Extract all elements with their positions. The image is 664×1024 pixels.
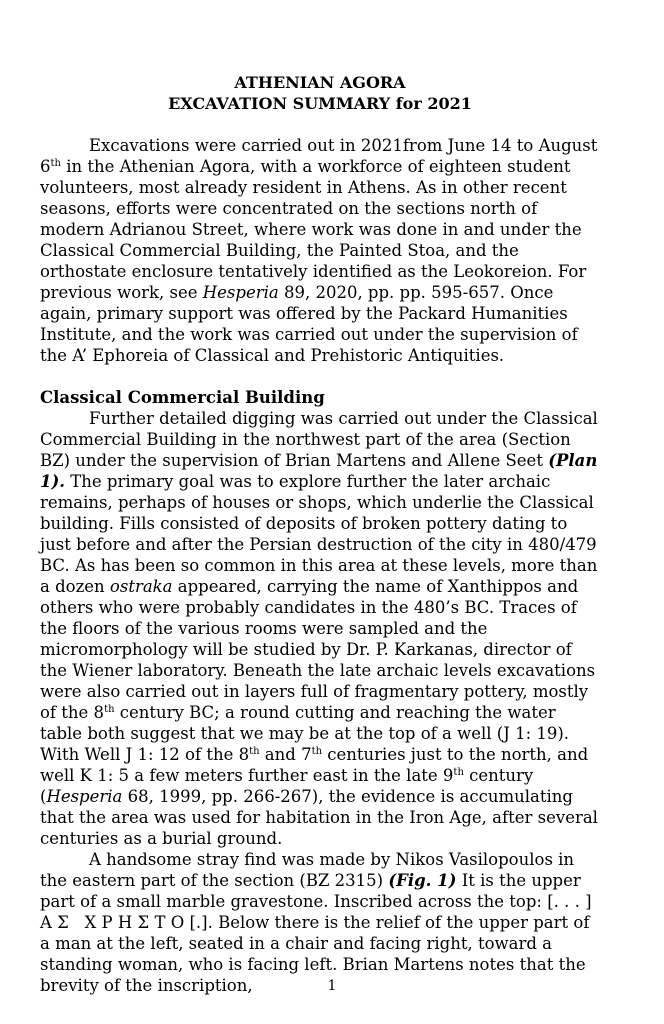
intro-paragraph	[40, 135, 600, 366]
page-number: 1	[327, 978, 337, 994]
document-title-line-2: EXCAVATION SUMMARY for 2021	[168, 94, 472, 113]
spacer	[40, 114, 600, 135]
intro-text-1: Excavations were carried out in 2021from June 14 to August 6	[40, 136, 598, 176]
ordinal-superscript: th	[50, 158, 61, 169]
section-p1-text-b: The primary goal was to explore further the later archaic remains, perhaps of houses or shops, which underlie the Classical building. Fills consisted of deposits of broken pottery dating to just before and after the Persian destruction of the city in 480/479 BC. As has been so common in this area at these levels, more than a dozen	[40, 472, 598, 596]
section-p1-text-f: centuries just to the north, and well K 1: 5 a few meters further east in the late 9	[40, 745, 589, 785]
journal-title-hesperia: Hesperia	[46, 787, 123, 806]
spacer	[40, 366, 600, 387]
section-p1-text-d: century BC; a round cutting and reaching the water table both suggest that we may be at the top of a well (J 1: 19). With Well J 1: 12 of the 8	[40, 703, 570, 764]
journal-title-hesperia: Hesperia	[202, 283, 279, 302]
figure-reference: (Fig. 1)	[388, 871, 457, 890]
section-p2-text-a: A handsome stray find was made by Nikos Vasilopoulos in the eastern part of the section (BZ 2315)	[40, 850, 575, 890]
section-p1-text-c: appeared, carrying the name of Xanthippos and others who were probably candidates in the 480’s BC. Traces of the floors of the various rooms were sampled and the micromorphology will be studied by Dr. P. Karkanas, director of the Wiener laboratory. Beneath the late archaic levels excavations were also carried out in layers full of fragmentary pottery, mostly of the 8	[40, 577, 596, 722]
section-p1-text-h: 68, 1999, pp. 266-267), the evidence is accumulating that the area was used for habitation in the Iron Age, after several centuries as a burial ground.	[40, 787, 598, 848]
section-p1-text-a: Further detailed digging was carried out under the Classical Commercial Building in the northwest part of the area (Section BZ) under the supervision of Brian Martens and Allene Seet	[40, 409, 598, 470]
section-paragraph-1	[40, 408, 600, 849]
ordinal-superscript: th	[104, 704, 115, 715]
section-paragraph-2	[40, 849, 600, 996]
section-p1-text-e: and 7	[259, 745, 312, 764]
ordinal-superscript: th	[453, 767, 464, 778]
document-page	[40, 72, 600, 996]
section-p2-text-b: It is the upper part of a small marble gravestone. Inscribed across the top: [. . . ] Α Σ Χ Ρ Η Σ Τ Ο [.]. Below there is the relief of the upper part of a man at the left, seated in a chair and facing right, toward a standing woman, who is facing left. Brian Martens notes that the brevity of the inscription,	[40, 871, 592, 995]
intro-text-2: in the Athenian Agora, with a workforce of eighteen student volunteers, most already resident in Athens. As in other recent seasons, efforts were concentrated on the sections north of modern Adrianou Street, where work was done in and under the Classical Commercial Building, the Painted Stoa, and the orthostate enclosure tentatively identified as the Leokoreion. For previous work, see	[40, 157, 587, 302]
section-heading-classical-commercial-building: Classical Commercial Building	[40, 388, 325, 407]
ordinal-superscript: th	[249, 746, 260, 757]
plan-reference: (Plan 1).	[40, 451, 598, 491]
term-ostraka: ostraka	[109, 577, 173, 596]
intro-text-3: 89, 2020, pp. pp. 595-657. Once again, primary support was offered by the Packard Humanities Institute, and the work was carried out under the supervision of the A’ Ephoreia of Classical and Prehistoric Antiquities.	[40, 283, 578, 365]
document-title-line-1: ATHENIAN AGORA	[234, 73, 406, 92]
section-p1-text-g: century (	[40, 766, 534, 806]
ordinal-superscript: th	[311, 746, 323, 757]
